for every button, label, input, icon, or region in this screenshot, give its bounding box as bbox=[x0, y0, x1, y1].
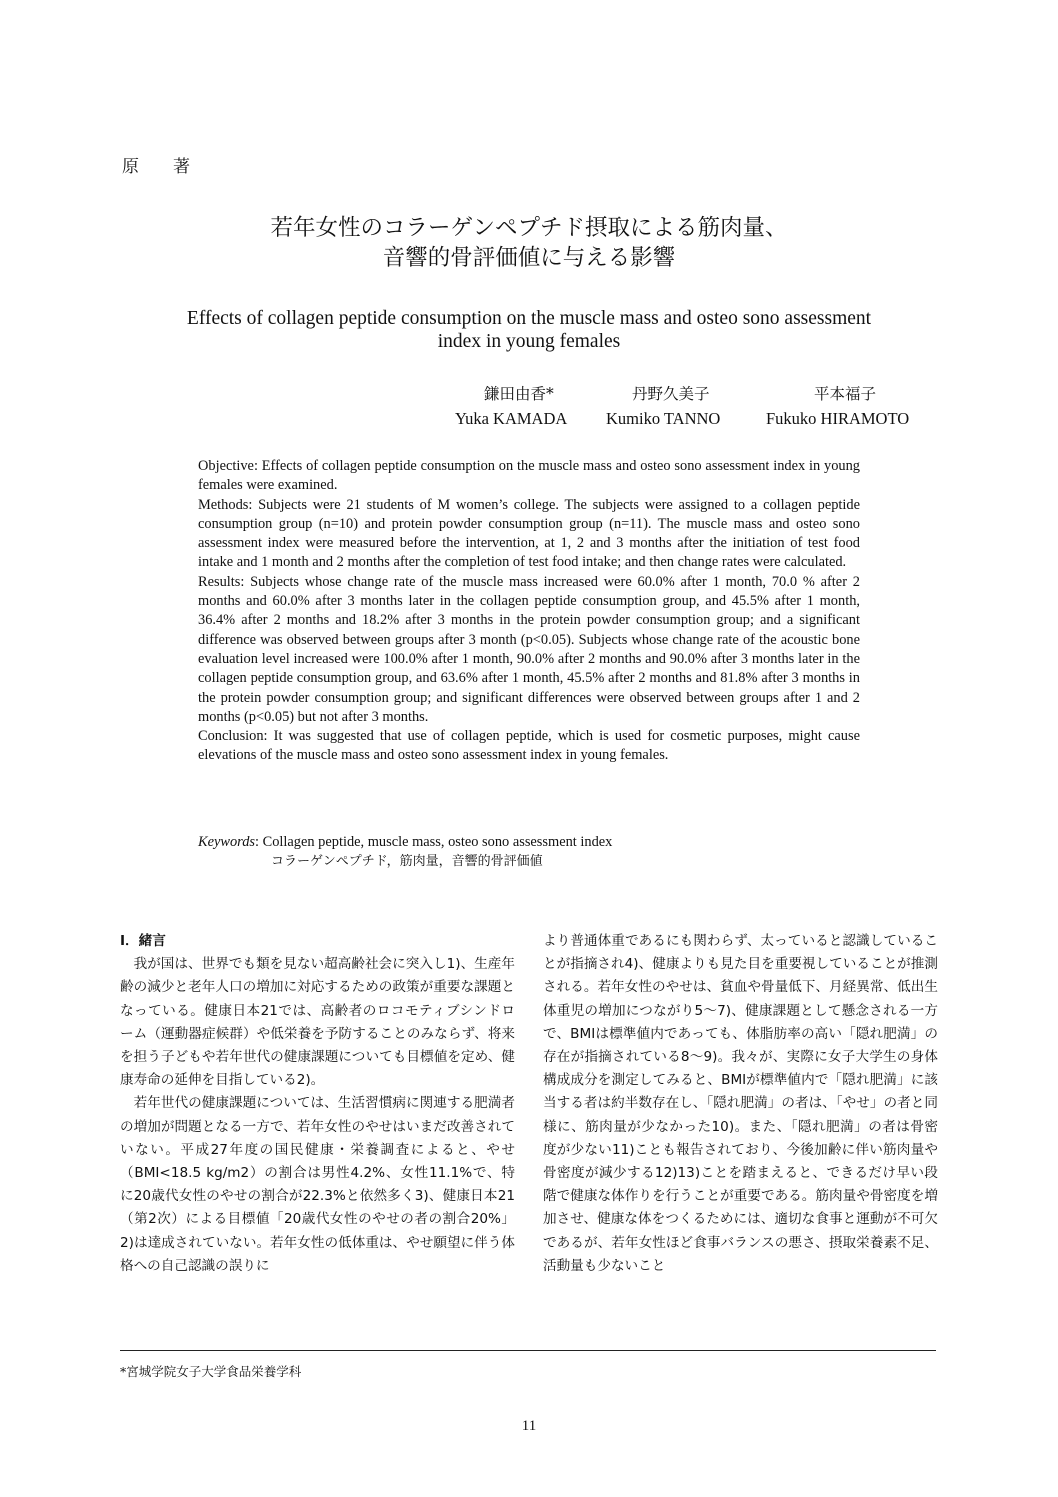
body-column-left bbox=[120, 930, 515, 1278]
body-column-right bbox=[543, 930, 938, 1278]
abstract-methods: Methods: Subjects were 21 students of M women’s college. The subjects were assigned to a collagen peptide consumption group (n=10) and protein powder consumption group (n=11). The muscle mass and osteo sono assessment index were measured before the intervention, at 1, 2 and 3 months after the initiation of test food intake and 1 month and 2 months after the completion of test food intake; and then change rates were calculated. bbox=[198, 496, 860, 571]
abstract-objective: Objective: Effects of collagen peptide consumption on the muscle mass and osteo sono assessment index in young females were examined. bbox=[198, 458, 860, 494]
japanese-title-line-1: 若年女性のコラーゲンペプチド摂取による筋肉量、 bbox=[270, 215, 788, 241]
english-title-line-2: index in young females bbox=[437, 331, 621, 352]
author-en-3: Fukuko HIRAMOTO bbox=[766, 409, 910, 428]
section-label-char: 著 bbox=[173, 157, 190, 177]
keywords-japanese: コラーゲンペプチド，筋肉量，音響的骨評価値 bbox=[271, 854, 543, 869]
section-heading: Ⅰ．緒言 bbox=[120, 933, 166, 949]
author-jp-2: 丹野久美子 bbox=[632, 385, 710, 403]
body-paragraph: 若年世代の健康課題については、生活習慣病に関連する肥満者の増加が問題となる一方で、若年女性のやせはいまだ改善されていない。平成27年度の国民健康・栄養調査によると、やせ（BMI<18.5 kg/m2）の割合は男性4.2%、女性11.1%で、特に20歳代女性のやせの割合が22.3%と依然多く3)、健康日本21（第2次）による目標値「20歳代女性のやせの者の割合20%」2)は達成されていない。若年女性の低体重は、やせ願望に伴う体格への自己認識の誤りに bbox=[120, 1095, 515, 1274]
author-jp-1: 鎌田由香* bbox=[484, 385, 554, 403]
abstract-results: Results: Subjects whose change rate of the muscle mass increased were 60.0% after 1 month, 70.0 % after 2 months and 60.0% after 3 months later in the collagen peptide consumption group, and 45.5% after 1 month, 36.4% after 2 months and 18.2% after 3 months in the protein powder consumption group; and a significant difference was observed between groups after 3 month (p<0.05). Subjects whose change rate of the acoustic bone evaluation level increased were 100.0% after 1 month, 90.0% after 2 months and 90.0% after 3 months later in the collagen peptide consumption group, and 63.6% after 1 month, 45.5% after 2 months and 81.8% after 3 months in the protein powder consumption group; and significant differences were observed between groups after 1 and 2 months (p<0.05) but not after 3 months. bbox=[198, 573, 860, 725]
abstract bbox=[198, 457, 860, 766]
english-title-line-1: Effects of collagen peptide consumption on the muscle mass and osteo sono assessment bbox=[186, 308, 872, 329]
keywords bbox=[198, 833, 612, 852]
section-label bbox=[122, 152, 190, 177]
author-en-2: Kumiko TANNO bbox=[606, 409, 721, 428]
japanese-title-line-2: 音響的骨評価値に与える影響 bbox=[382, 245, 676, 271]
author-jp-3: 平本福子 bbox=[814, 385, 877, 403]
page-number: 11 bbox=[521, 1418, 537, 1434]
footnote-divider bbox=[120, 1350, 936, 1351]
keywords-english: : Collagen peptide, muscle mass, osteo sono assessment index bbox=[255, 834, 613, 850]
abstract-conclusion: Conclusion: It was suggested that use of collagen peptide, which is used for cosmetic purposes, might cause elevations of the muscle mass and osteo sono assessment index in young females. bbox=[198, 728, 860, 764]
section-label-char: 原 bbox=[122, 157, 139, 177]
footnote: *宮城学院女子大学食品栄養学科 bbox=[120, 1364, 302, 1379]
author-en-1: Yuka KAMADA bbox=[455, 409, 568, 428]
body-paragraph: 我が国は、世界でも類を見ない超高齢社会に突入し1)、生産年齢の減少と老年人口の増加に対応するための政策が重要な課題となっている。健康日本21では、高齢者のロコモティブシンドローム（運動器症候群）や低栄養を予防することのみならず、将来を担う子どもや若年世代の健康課題についても目標値を定め、健康寿命の延伸を目指している2)。 bbox=[120, 956, 515, 1089]
keywords-label: Keywords bbox=[198, 834, 256, 850]
body-paragraph: より普通体重であるにも関わらず、太っていると認識していることが指摘され4)、健康よりも見た目を重要視していることが推測される。若年女性のやせは、貧血や骨量低下、月経異常、低出生体重児の増加につながり5～7)、健康課題として懸念される一方で、BMIは標準値内であっても、体脂肪率の高い「隠れ肥満」の存在が指摘されている8～9)。我々が、実際に女子大学生の身体構成成分を測定してみると、BMIが標準値内で「隠れ肥満」に該当する者は約半数存在し、「隠れ肥満」の者は、「やせ」の者と同様に、筋肉量が少なかった10)。また、「隠れ肥満」の者は骨密度が少ない11)ことも報告されており、今後加齢に伴い筋肉量や骨密度が減少する12)13)ことを踏まえると、できるだけ早い段階で健康な体作りを行うことが重要である。筋肉量や骨密度を増加させ、健康な体をつくるためには、適切な食事と運動が不可欠であるが、若年女性ほど食事バランスの悪さ、摂取栄養素不足、活動量も少ないこと bbox=[543, 933, 938, 1274]
